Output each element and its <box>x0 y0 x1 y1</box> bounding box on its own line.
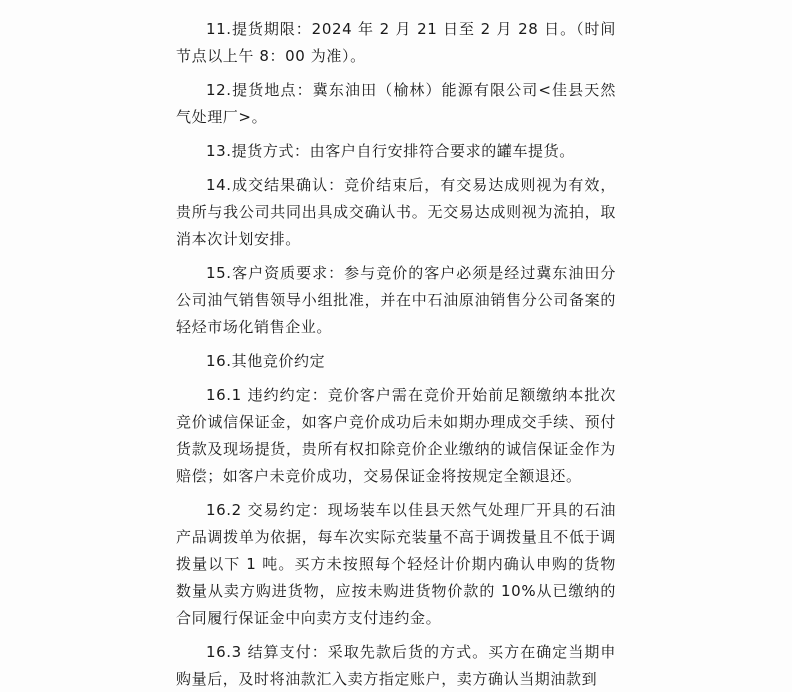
clause-16-1-breach: 16.1 违约约定：竞价客户需在竞价开始前足额缴纳本批次竞价诚信保证金，如客户竞价成功后未如期办理成交手续、预付货款及现场提货，贵所有权扣除竞价企业缴纳的诚信保证金作为赔偿；如客户未竞价成功，交易保证金将按规定全额退还。 <box>176 386 616 485</box>
clause-13-pickup-method: 13.提货方式：由客户自行安排符合要求的罐车提货。 <box>206 142 575 160</box>
clause-16-3-settlement: 16.3 结算支付：采取先款后货的方式。买方在确定当期申购量后，及时将油款汇入卖方指定账户，卖方确认当期油款到 <box>176 643 616 688</box>
document-body <box>176 16 616 700</box>
clause-16-other-agreements: 16.其他竞价约定 <box>206 352 326 370</box>
clause-14-result-confirmation: 14.成交结果确认：竞价结束后，有交易达成则视为有效，贵所与我公司共同出具成交确认书。无交易达成则视为流拍，取消本次计划安排。 <box>176 176 616 248</box>
clause-15-customer-qualification: 15.客户资质要求：参与竞价的客户必须是经过冀东油田分公司油气销售领导小组批准，并在中石油原油销售分公司备案的轻烃市场化销售企业。 <box>176 264 616 336</box>
clause-16-2-transaction: 16.2 交易约定：现场装车以佳县天然气处理厂开具的石油产品调拨单为依据，每车次实际充装量不高于调拨量且不低于调拨量以下 1 吨。买方未按照每个轻烃计价期内确认申购的货物数量从卖方购进货物，应按未购进货物价款的 10%从已缴纳的合同履行保证金中向卖方支付违约金。 <box>176 501 616 627</box>
clause-12-pickup-location: 12.提货地点：冀东油田（榆林）能源有限公司<佳县天然气处理厂>。 <box>176 81 616 126</box>
clause-11-pickup-period: 11.提货期限：2024 年 2 月 21 日至 2 月 28 日。（时间节点以上午 8：00 为准）。 <box>176 20 616 65</box>
